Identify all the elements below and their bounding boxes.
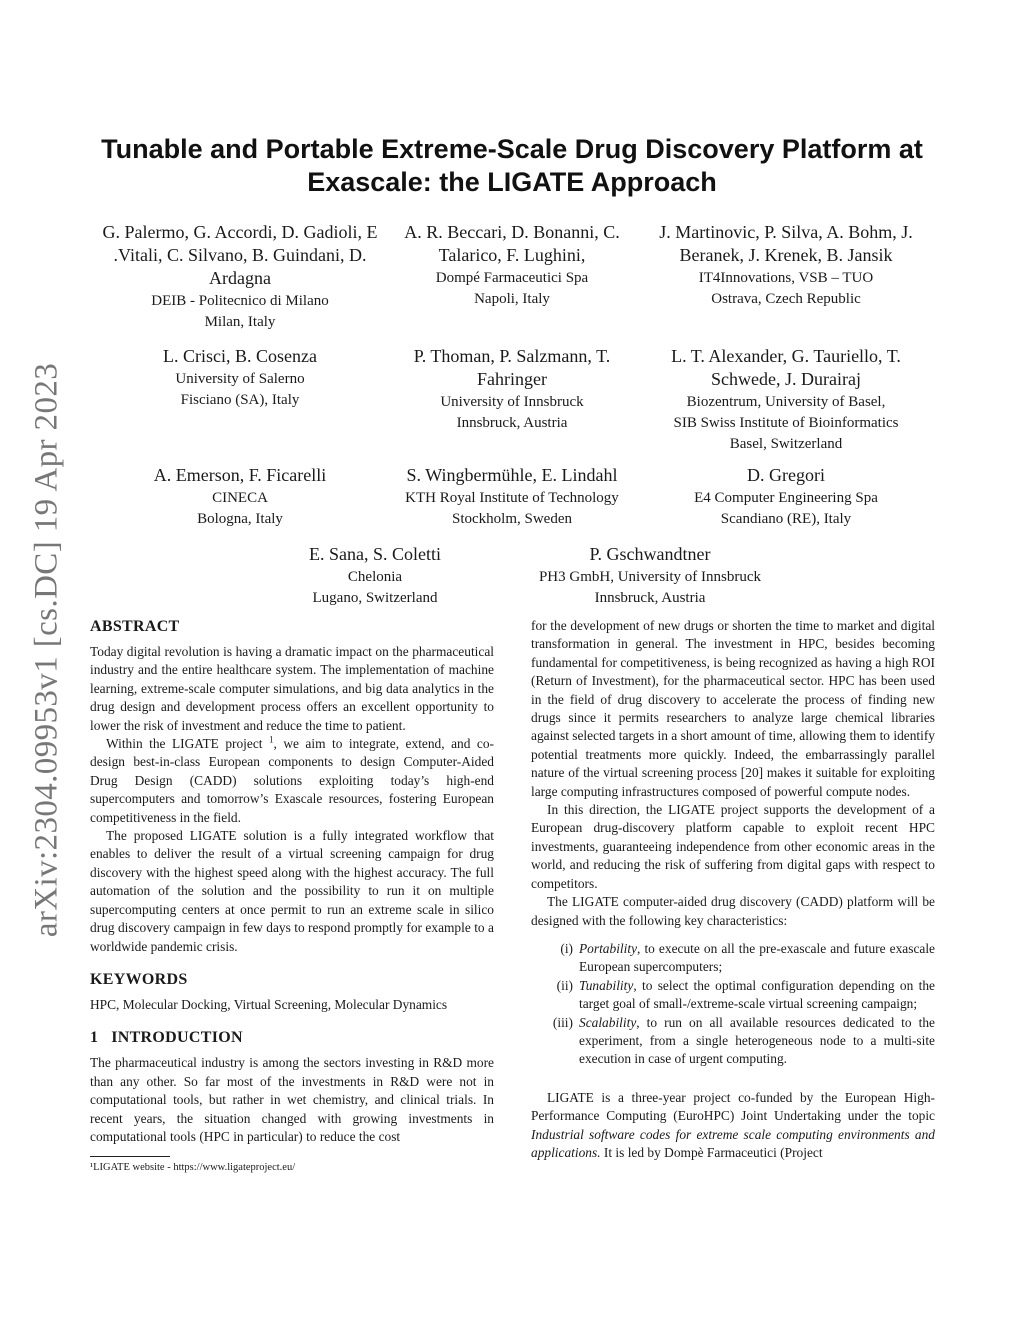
body-paragraph: In this direction, the LIGATE project supports the development of a European drug-discovery platform capable to exploit recent HPC investments, guaranteeing independence from other economic areas in the world, and reducing the risk of suffering from digital gaps with respect to competitors. bbox=[531, 802, 935, 891]
author-names: L. Crisci, B. Cosenza bbox=[163, 346, 317, 366]
author-block bbox=[636, 464, 936, 529]
affiliation-location: Milan, Italy bbox=[204, 314, 276, 330]
affiliation: University of Innsbruck bbox=[440, 394, 584, 410]
footnote-marker: 1 bbox=[268, 734, 274, 745]
list-term: Scalability bbox=[579, 1014, 637, 1030]
paper-title: Tunable and Portable Extreme-Scale Drug Discovery Platform at Exascale: the LIGATE Approach bbox=[101, 134, 923, 197]
author-block bbox=[636, 345, 936, 454]
author-block bbox=[225, 543, 525, 608]
abstract-paragraph: The proposed LIGATE solution is a fully integrated workflow that enables to deliver the result of a virtual screening campaign for drug discovery with the highest speed along with the highest accuracy. The full automation of the solution and the possibility to run it on multiple supercomputing centers at once permit to run an extreme scale in silico drug discovery campaign in few days to respond promptly for example to a worldwide pandemic crisis. bbox=[90, 828, 494, 954]
author-names: S. Wingbermühle, E. Lindahl bbox=[406, 465, 618, 485]
body-paragraph: The LIGATE computer-aided drug discovery (CADD) platform will be designed with the following key characteristics: bbox=[531, 894, 935, 928]
characteristics-list bbox=[531, 940, 935, 1069]
affiliation: PH3 GmbH, University of Innsbruck bbox=[538, 569, 762, 585]
affiliation-location: Stockholm, Sweden bbox=[452, 511, 572, 527]
author-block bbox=[90, 464, 390, 529]
author-names: J. Martinovic, P. Silva, A. Bohm, J. Beranek, J. Krenek, B. Jansik bbox=[659, 222, 913, 265]
author-names: E. Sana, S. Coletti bbox=[309, 544, 441, 564]
affiliation-location: Innsbruck, Austria bbox=[456, 415, 568, 431]
list-term: Portability bbox=[579, 940, 638, 956]
list-label: (iii) bbox=[552, 1014, 573, 1030]
list-text bbox=[579, 940, 935, 977]
affiliation-location: Innsbruck, Austria bbox=[594, 590, 706, 606]
list-term: Tunability bbox=[579, 977, 634, 993]
author-names: P. Gschwandtner bbox=[589, 544, 711, 564]
list-item bbox=[531, 1014, 935, 1069]
abstract-paragraph: Today digital revolution is having a dramatic impact on the pharmaceutical industry and the entire healthcare system. The implementation of machine learning, extreme-scale computer simulations, and big data analytics in the drug design and development process offers an excellent opportunity to lower the risk of investment and reduce the time to patient. bbox=[90, 644, 494, 733]
affiliation: KTH Royal Institute of Technology bbox=[405, 490, 619, 506]
author-names: A. R. Beccari, D. Bonanni, C. Talarico, F. Lughini, bbox=[404, 222, 620, 265]
affiliation: DEIB - Politecnico di Milano bbox=[151, 293, 329, 309]
affiliation-location: Ostrava, Czech Republic bbox=[711, 291, 861, 307]
list-item bbox=[531, 977, 935, 1014]
intro-paragraph: The pharmaceutical industry is among the sectors investing in R&D more than any other. So far most of the investments in R&D were not in computational tools, but rather in wet chemistry, and clinical trials. In recent years, the situation changed with growing investments in computational tools (HPC in particular) to reduce the cost bbox=[90, 1055, 494, 1144]
introduction-heading: 1 INTRODUCTION bbox=[90, 1029, 243, 1047]
text-run: LIGATE is a three-year project co-funded by the European High-Performance Computing (EuroHPC) Joint Undertaking under the topic bbox=[531, 1089, 935, 1124]
author-names: P. Thoman, P. Salzmann, T. Fahringer bbox=[413, 346, 611, 389]
author-block bbox=[90, 345, 390, 410]
text-run: , to select the optimal configuration depending on the target goal of small-/extreme-scale virtual screening campaign; bbox=[579, 977, 935, 1012]
keywords-text: HPC, Molecular Docking, Virtual Screening, Molecular Dynamics bbox=[90, 996, 448, 1012]
affiliation-location: Basel, Switzerland bbox=[729, 436, 843, 452]
list-text bbox=[579, 977, 935, 1014]
author-names: G. Palermo, G. Accordi, D. Gadioli, E .Vitali, C. Silvano, B. Guindani, D. Ardagna bbox=[102, 222, 378, 288]
affiliation: Chelonia bbox=[347, 569, 403, 585]
right-column bbox=[531, 617, 935, 1162]
text-run: , to run on all available resources dedicated to the experiment, from a single heterogeneous node to a multi-site execution in case of urgent computing. bbox=[579, 1014, 935, 1067]
affiliation-location: Napoli, Italy bbox=[474, 291, 550, 307]
text-run-italic: Industrial software codes for extreme scale computing environments and applications. bbox=[531, 1126, 935, 1160]
author-block bbox=[500, 543, 800, 608]
author-block bbox=[90, 221, 390, 332]
body-paragraph bbox=[531, 1089, 935, 1163]
abstract-paragraph bbox=[90, 735, 494, 827]
footnote-rule bbox=[90, 1156, 170, 1157]
keywords-heading: KEYWORDS bbox=[90, 970, 188, 988]
list-text bbox=[579, 1014, 935, 1069]
author-block bbox=[362, 345, 662, 433]
author-block bbox=[362, 221, 662, 309]
author-names: D. Gregori bbox=[747, 465, 825, 485]
footnote: ¹LIGATE website - https://www.ligateproject.eu/ bbox=[90, 1162, 296, 1174]
text-run: , to execute on all the pre-exascale and future exascale European supercomputers; bbox=[579, 940, 935, 975]
list-item bbox=[531, 940, 935, 977]
author-names: A. Emerson, F. Ficarelli bbox=[153, 465, 327, 485]
affiliation: University of Salerno bbox=[175, 371, 305, 387]
list-label: (i) bbox=[560, 940, 573, 956]
affiliation: E4 Computer Engineering Spa bbox=[694, 490, 878, 506]
abstract-heading: ABSTRACT bbox=[90, 618, 180, 635]
text-run: Within the LIGATE project bbox=[106, 736, 269, 752]
affiliation: IT4Innovations, VSB – TUO bbox=[698, 270, 874, 286]
affiliation-location: Fisciano (SA), Italy bbox=[180, 392, 300, 408]
affiliation-location: Lugano, Switzerland bbox=[312, 590, 438, 606]
text-run: , we aim to integrate, extend, and co-design best-in-class European components to design Computer-Aided Drug Design (CADD) solutions exploiting today’s high-end supercomputers and tomorrow’s Exascale resources, fostering European competitiveness in the field. bbox=[90, 736, 494, 825]
affiliation-line: SIB Swiss Institute of Bioinformatics bbox=[673, 415, 899, 431]
list-label: (ii) bbox=[556, 977, 573, 993]
author-block bbox=[362, 464, 662, 529]
left-column bbox=[90, 617, 494, 1175]
body-paragraph: for the development of new drugs or shorten the time to market and digital transformation in general. The investment in HPC, besides becoming fundamental for competitiveness, is being recognized as having a high ROI (Return of Investment), for the pharmaceutical sector. HPC has been used in the field of drug discovery to accelerate the process of finding new drugs since it permits researchers to analyze large chemical libraries against selected targets in a short amount of time, allowing them to identify potential treatments more quickly. Indeed, the embarrassingly parallel nature of the virtual screening process [20] makes it suitable for exploiting large computing infrastructures composed of powerful compute nodes. bbox=[531, 618, 935, 799]
affiliation-location: Bologna, Italy bbox=[197, 511, 283, 527]
text-run: It is led by Dompè Farmaceutici (Project bbox=[600, 1144, 823, 1160]
arxiv-stamp bbox=[22, 350, 72, 950]
affiliation: Biozentrum, University of Basel, bbox=[686, 394, 886, 410]
affiliation: Dompé Farmaceutici Spa bbox=[435, 270, 589, 286]
author-block bbox=[636, 221, 936, 309]
affiliation: CINECA bbox=[212, 490, 268, 506]
arxiv-stamp-text: arXiv:2304.09953v1 [cs.DC] 19 Apr 2023 bbox=[28, 362, 65, 938]
affiliation-location: Scandiano (RE), Italy bbox=[720, 511, 852, 527]
author-names: L. T. Alexander, G. Tauriello, T. Schwede, J. Durairaj bbox=[671, 346, 901, 389]
